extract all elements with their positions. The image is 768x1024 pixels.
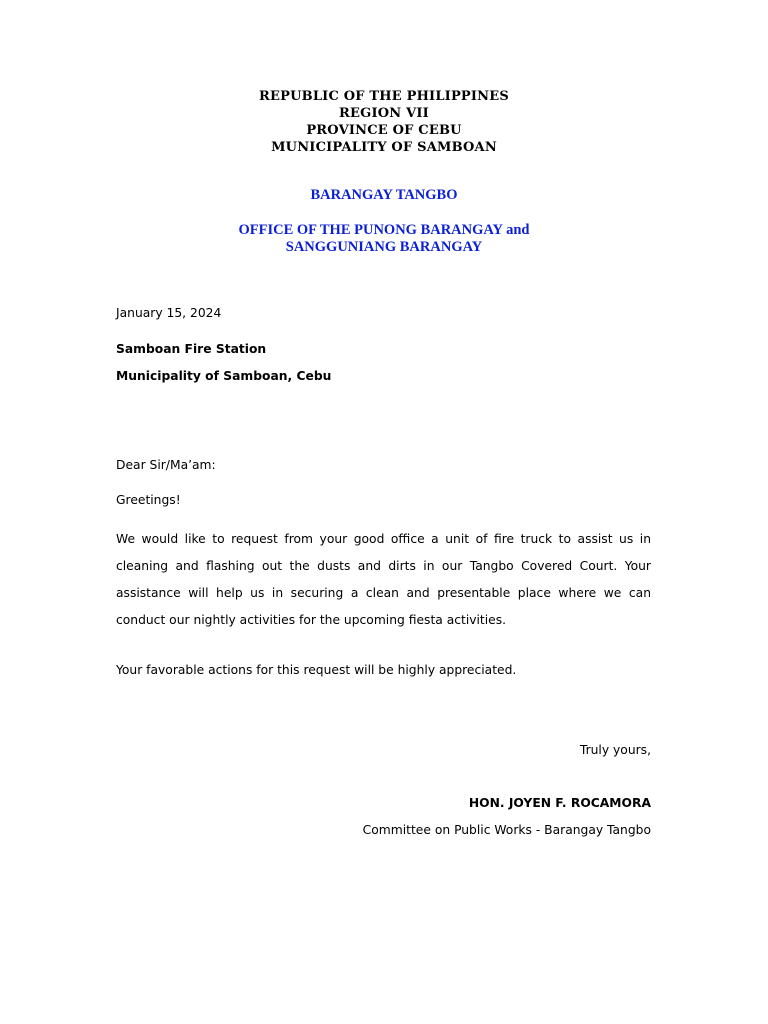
- salutation: Dear Sir/Ma’am:: [116, 458, 216, 472]
- letterhead-municipality: MUNICIPALITY OF SAMBOAN: [271, 140, 497, 155]
- letter-date: January 15, 2024: [116, 306, 222, 320]
- signatory-name: HON. JOYEN F. ROCAMORA: [468, 796, 651, 810]
- closing-paragraph: Your favorable actions for this request will be highly appreciated.: [116, 663, 517, 677]
- body-paragraph: We would like to request from your good office a unit of fire truck to assist us in cleaning and flashing out the dusts and dirts in our Tangbo Covered Court. Your assistance will help us in securing a clean and presentable place where we can conduct our nightly activities for the upcoming fiesta activities.: [116, 532, 651, 627]
- signatory-title: Committee on Public Works - Barangay Tangbo: [362, 823, 651, 837]
- letterhead: [0, 88, 768, 156]
- recipient-name: Samboan Fire Station: [116, 342, 267, 356]
- letterhead-republic: REPUBLIC OF THE PHILIPPINES: [259, 89, 509, 104]
- letterhead-region: REGION VII: [339, 106, 429, 121]
- office-title-line2: SANGGUNIANG BARANGAY: [285, 239, 483, 255]
- office-title-line1: OFFICE OF THE PUNONG BARANGAY and: [238, 222, 530, 238]
- complimentary-close: Truly yours,: [579, 743, 651, 757]
- letterhead-province: PROVINCE OF CEBU: [306, 123, 462, 138]
- recipient-address: Municipality of Samboan, Cebu: [116, 369, 332, 383]
- office-title: [0, 222, 768, 256]
- greeting: Greetings!: [116, 493, 181, 507]
- barangay-name: BARANGAY TANGBO: [310, 187, 458, 203]
